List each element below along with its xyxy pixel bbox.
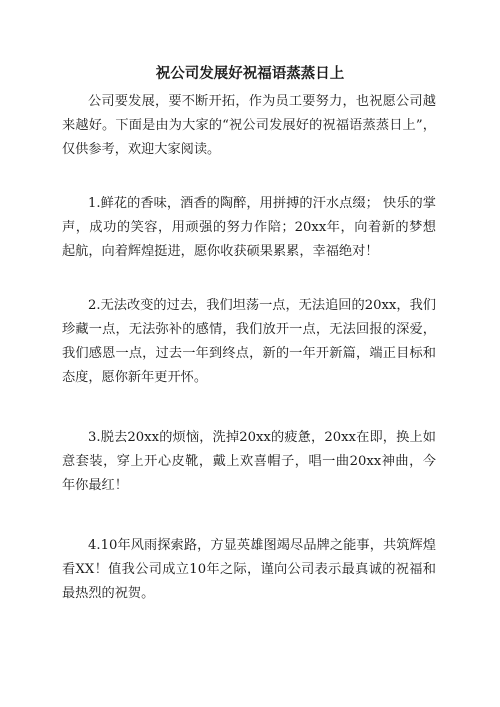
wish-paragraph-1: 1.鲜花的香味，酒香的陶醉，用拼搏的汗水点缀； 快乐的掌声，成功的笑容，用顽强的努力作陪；20xx年，向着新的梦想起航，向着辉煌挺进，愿你收获硕果累累，幸福绝对！ (62, 196, 436, 259)
wish-paragraph-2: 2.无法改变的过去，我们坦荡一点，无法追回的20xx，我们珍藏一点，无法弥补的感情，我们放开一点，无法回报的深爱，我们感恩一点，过去一年到终点，新的一年开新篇，端正目标和态度，愿你新年更开怀。 (62, 298, 436, 385)
wish-paragraph-4: 4.10年风雨探索路，方显英雄图竭尽品牌之能事，共筑辉煌看XX！值我公司成立10年之际，谨向公司表示最真诚的祝福和最热烈的祝贺。 (62, 538, 436, 601)
wish-paragraph-3: 3.脱去20xx的烦恼，洗掉20xx的疲惫，20xx在即，换上如意套装，穿上开心皮靴，戴上欢喜帽子，唱一曲20xx神曲，今年你最红！ (62, 430, 436, 493)
document-title: 祝公司发展好祝福语蒸蒸日上 (155, 65, 345, 82)
intro-paragraph: 公司要发展，要不断开拓，作为员工要努力，也祝愿公司越来越好。下面是由为大家的“祝公司发展好的祝福语蒸蒸日上”，仅供参考，欢迎大家阅读。 (62, 94, 436, 157)
